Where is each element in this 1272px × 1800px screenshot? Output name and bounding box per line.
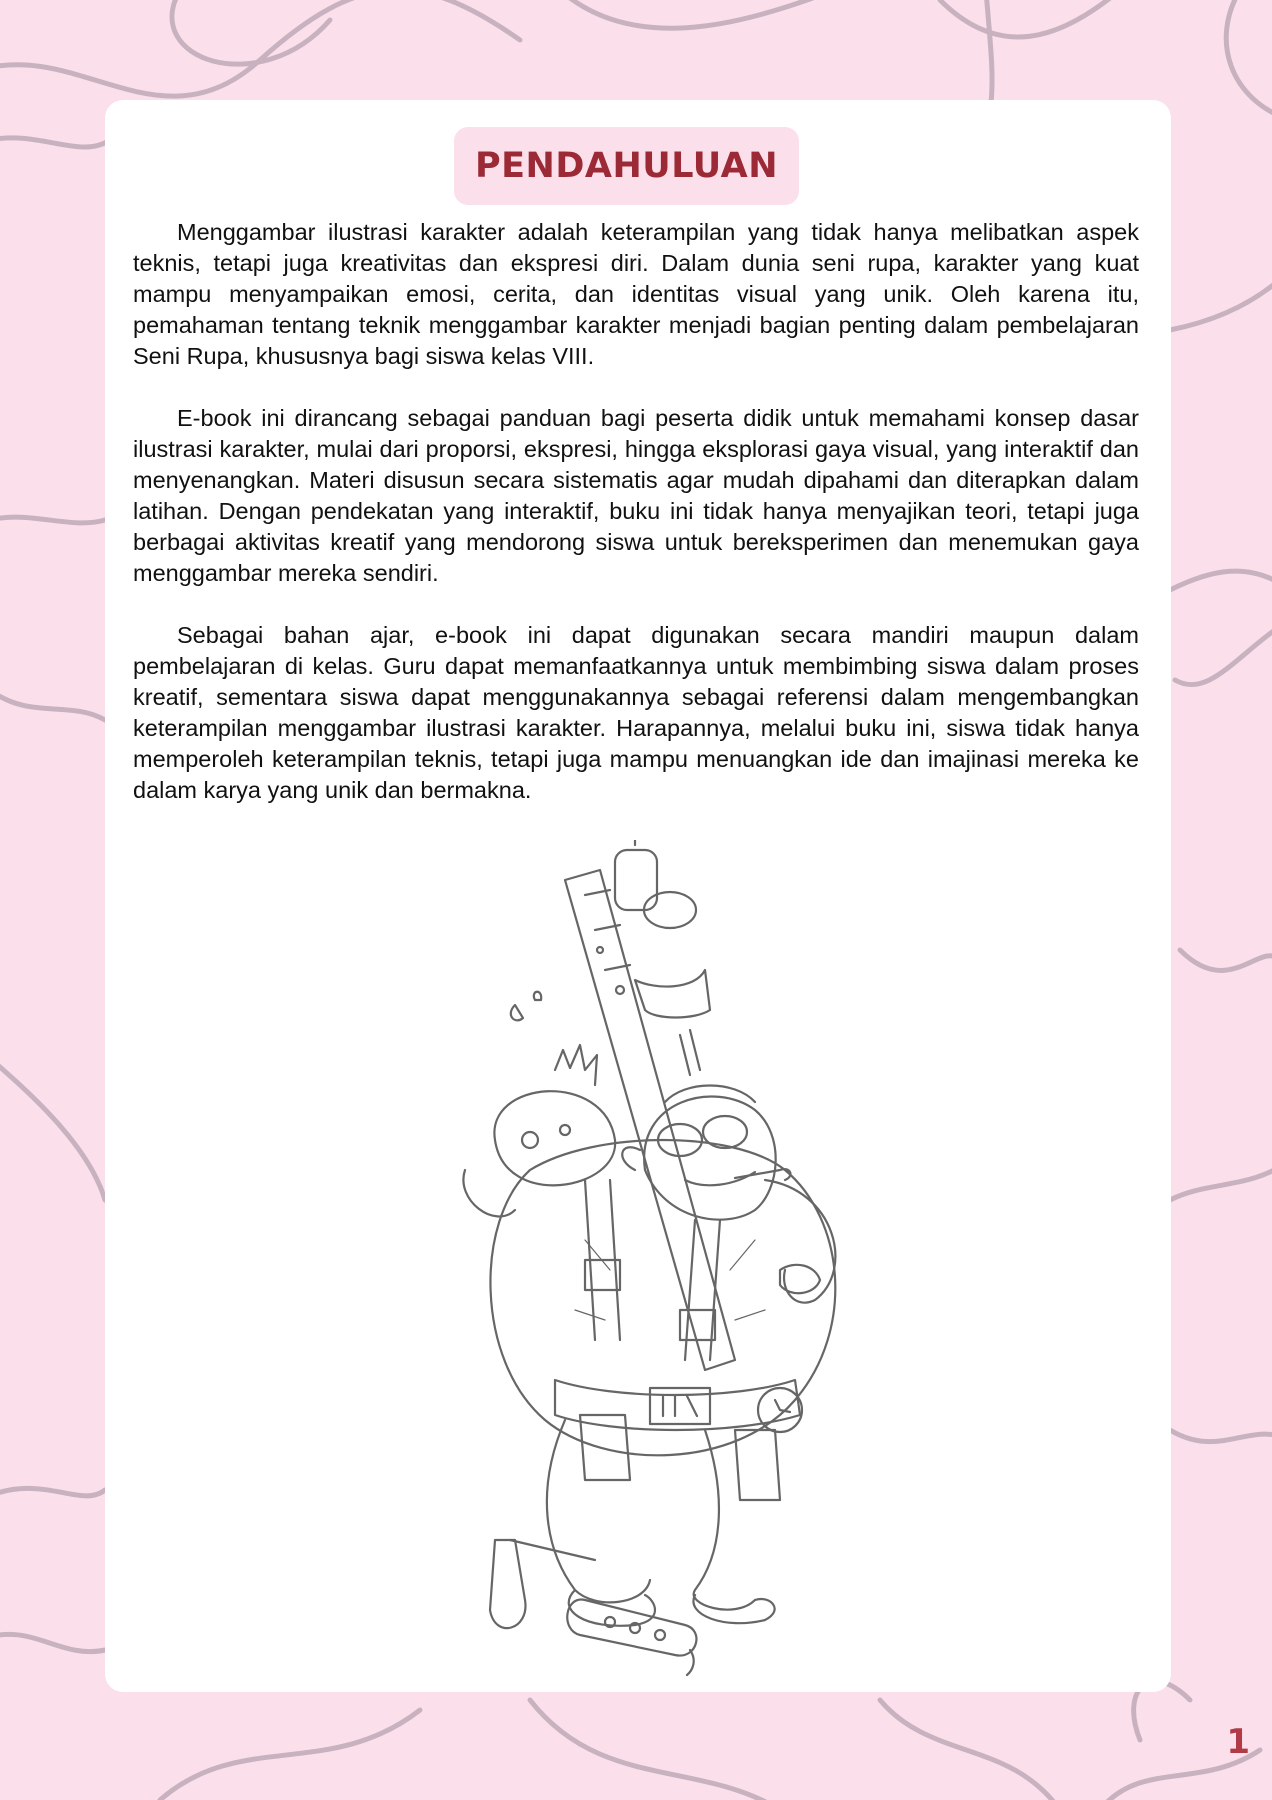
paragraph-2: E-book ini dirancang sebagai panduan bagi peserta didik untuk memahami konsep dasar ilustrasi karakter, mulai dari proporsi, ekspresi, hingga eksplorasi gaya visual, yang interaktif dan menyenangkan. Materi disusun secara sistematis agar mudah dipahami dan diterapkan dalam latihan. Dengan pendekatan yang interaktif, buku ini tidak hanya menyajikan teori, tetapi juga berbagai aktivitas kreatif yang mendorong siswa untuk bereksperimen dan menemukan gaya menggambar mereka sendiri. <box>133 405 1139 586</box>
paragraph-1: Menggambar ilustrasi karakter adalah keterampilan yang tidak hanya melibatkan aspek teknis, tetapi juga kreativitas dan ekspresi diri. Dalam dunia seni rupa, karakter yang kuat mampu menyampaikan emosi, cerita, dan identitas visual yang unik. Oleh karena itu, pemahaman tentang teknik menggambar karakter menjadi bagian penting dalam pembelajaran Seni Rupa, khususnya bagi siswa kelas VIII. <box>133 219 1139 369</box>
body-text <box>133 217 1139 837</box>
title-badge <box>454 127 799 205</box>
content-card <box>105 100 1171 1692</box>
paragraph-3: Sebagai bahan ajar, e-book ini dapat digunakan secara mandiri maupun dalam pembelajaran di kelas. Guru dapat memanfaatkannya untuk membimbing siswa dalam proses kreatif, sementara siswa dapat menggunakannya sebagai referensi dalam mengembangkan keterampilan menggambar ilustrasi karakter. Harapannya, melalui buku ini, siswa tidak hanya memperoleh keterampilan teknis, tetapi juga mampu menuangkan ide dan imajinasi mereka ke dalam karya yang unik dan bermakna. <box>133 622 1139 803</box>
character-sketch-illustration <box>435 840 995 1680</box>
page-title: PENDAHULUAN <box>475 146 778 186</box>
page-number: 1 <box>1226 1722 1250 1762</box>
